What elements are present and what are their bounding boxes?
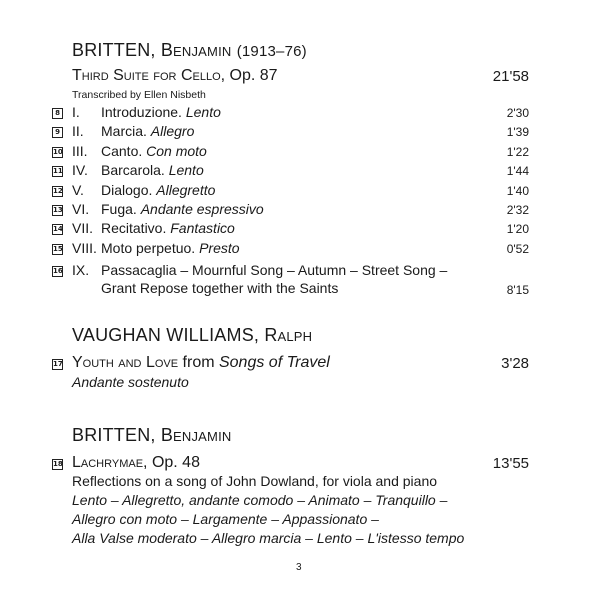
page-number: 3 [296,562,302,573]
movement-tempo: Presto [199,239,240,256]
track-number-box: 11 [53,167,63,176]
movement-title: Marcia. [101,123,147,140]
composer-given-name: Benjamin [160,40,232,60]
work-title: Youth and Love [72,354,179,371]
work-title: Third Suite for Cello [72,67,221,84]
from-text: from [178,354,219,371]
transcription-credit: Transcribed by Ellen Nisbeth [72,89,206,101]
movement-duration: 1'44 [506,164,529,179]
movement-title: Passacaglia – Mournful Song – Autumn – Street Song – [101,262,448,278]
movement-duration: 1'39 [506,125,529,140]
movement-tempo: Andante espressivo [140,201,264,217]
movement-number: V. [72,181,84,198]
work-duration: 3'28 [501,355,529,372]
movement-row-title [101,201,264,217]
tempo-line-1: Lento – Allegretto, andante comodo – Animato – Tranquillo – [72,492,448,508]
movement-number: VIII. [72,239,97,256]
movement-tempo: Lento [168,162,204,179]
movement-tempo: Lento [185,104,221,120]
track-number-box: 12 [53,186,63,195]
movement-duration: 8'15 [506,283,529,297]
movement-tempo: Con moto [146,142,207,159]
movement-number: VI. [72,201,90,217]
opus-number: , Op. 48 [143,454,200,471]
movement-row-title [101,123,194,139]
tempo-line-3: Alla Valse moderato – Allegro marcia – Lento – L'istesso tempo [72,530,465,546]
track-number-box: 10 [53,147,63,156]
movement-title: Moto perpetuo. [101,239,196,256]
composer-given-name: Benjamin [160,425,232,445]
movement-number: I. [72,104,80,120]
composer-heading-britten [72,40,307,61]
work-title-cello-suite [72,67,278,85]
movement-duration: 2'32 [506,203,529,217]
source-work: Songs of Travel [218,354,330,371]
composer-surname: VAUGHAN WILLIAMS, [72,325,260,345]
composer-heading-britten-2 [72,425,231,446]
movement-number: IV. [72,162,88,179]
tempo-marking: Andante sostenuto [72,374,189,390]
track-number-box: 16 [53,267,63,275]
track-number-box: 17 [53,360,63,368]
total-duration: 21'58 [492,68,529,85]
movement-title: Fuga. [101,201,137,217]
movement-title: Introduzione. [101,104,182,120]
movement-tempo: Allegro [150,123,195,140]
movement-title: Barcarola. [101,162,165,179]
work-title-youth-and-love [72,354,330,372]
track-number-box: 18 [53,460,63,468]
opus-number: , Op. 87 [220,67,278,84]
movement-row-title [101,240,240,256]
movement-title-continued: Grant Repose together with the Saints [101,280,339,296]
composer-surname: BRITTEN, [72,425,156,445]
movement-row-title [101,162,204,178]
composer-surname: BRITTEN, [72,40,156,60]
composer-heading-vaughan-williams [72,325,312,346]
track-number-box: 9 [52,127,63,138]
track-number-box: 8 [52,108,63,119]
movement-duration: 1'40 [506,183,529,198]
movement-row-title [101,220,235,236]
track-number-box: 15 [53,244,63,253]
movement-title: Dialogo. [101,181,153,198]
movement-tempo: Allegretto [156,181,216,198]
work-title-lachrymae [72,454,200,472]
movement-duration: 1'20 [506,222,529,237]
movement-duration: 1'22 [506,144,529,159]
work-title: Lachrymae [72,454,144,471]
work-duration: 13'55 [492,455,529,472]
movement-duration: 0'52 [506,241,529,256]
track-number-box: 14 [53,225,63,234]
movement-number: IX. [72,262,90,278]
movement-number: III. [72,142,88,159]
movement-row-title [101,143,207,159]
tempo-line-2: Allegro con moto – Largamente – Appassionato – [72,511,379,527]
composer-dates: (1913–76) [236,43,307,60]
movement-row-title [101,104,221,120]
movement-number: II. [72,123,84,140]
movement-title: Canto. [101,142,143,159]
movement-row-title [101,182,215,198]
work-description: Reflections on a song of John Dowland, for viola and piano [72,473,438,489]
movement-title: Recitativo. [101,220,167,237]
composer-given-name: Ralph [264,325,313,345]
track-number-box: 13 [53,206,63,214]
movement-number: VII. [72,220,94,237]
movement-tempo: Fantastico [170,220,235,237]
movement-duration: 2'30 [506,106,529,120]
